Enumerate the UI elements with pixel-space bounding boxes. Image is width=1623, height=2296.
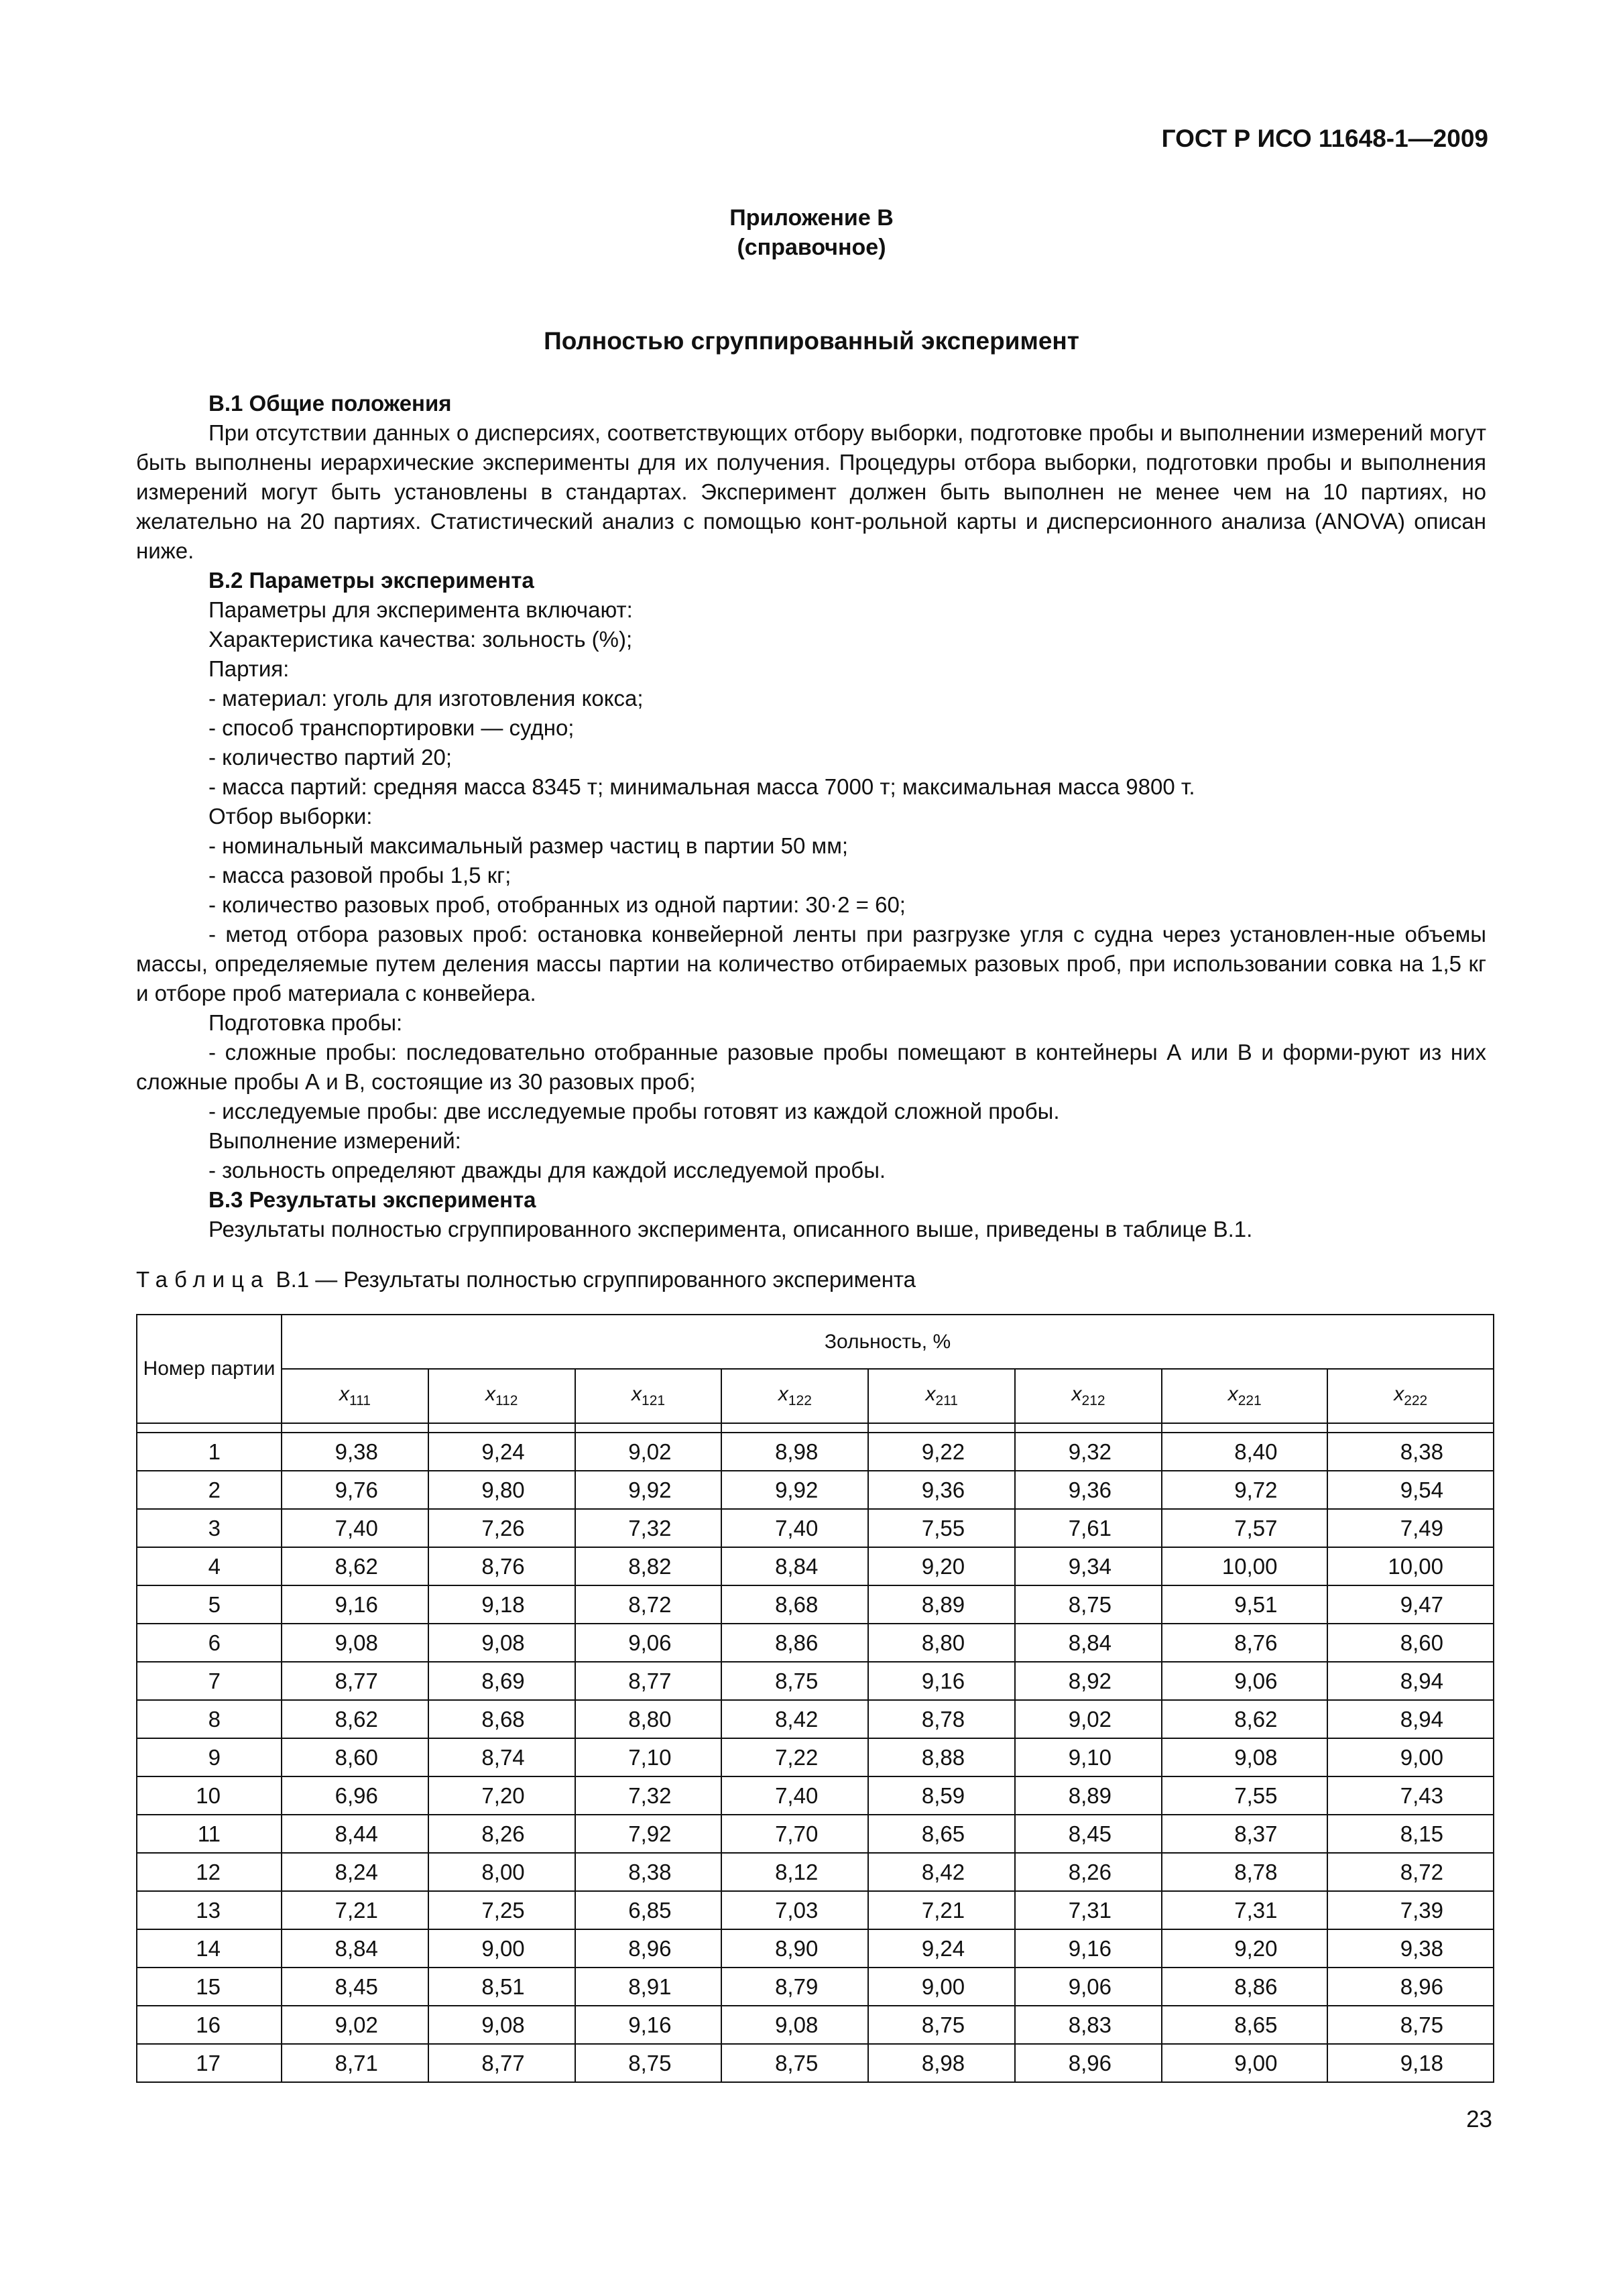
- table-row: [137, 1433, 1494, 1471]
- separator-cell: [1015, 1423, 1162, 1433]
- column-header-x112: [428, 1369, 575, 1423]
- party-number-cell: 2: [137, 1471, 282, 1509]
- section-heading: В.3 Результаты эксперимента: [208, 1187, 536, 1212]
- party-number-cell: 1: [137, 1433, 282, 1471]
- paragraph: - масса разовой пробы 1,5 кг;: [208, 863, 512, 888]
- ash-value-cell: 9,06: [1162, 1662, 1327, 1700]
- separator-cell: [721, 1423, 868, 1433]
- variable-subscript: 121: [642, 1393, 666, 1408]
- ash-value-cell: 8,86: [1162, 1968, 1327, 2006]
- section-heading: В.2 Параметры эксперимента: [208, 568, 534, 593]
- ash-value-cell: 8,76: [1162, 1624, 1327, 1662]
- paragraph: - количество партий 20;: [208, 745, 452, 770]
- paragraph: - сложные пробы: последовательно отобранные разовые пробы помещают в контейнеры А или В и форми-руют из них сложные пробы А и В, состоящие из 30 разовых проб;: [136, 1040, 1486, 1094]
- annex-label: Приложение В: [729, 205, 894, 231]
- ash-value-cell: 8,84: [282, 1929, 428, 1968]
- party-number-cell: 3: [137, 1509, 282, 1547]
- variable-subscript: 212: [1081, 1393, 1105, 1408]
- table-row: [137, 1929, 1494, 1968]
- ash-value-cell: 6,85: [575, 1891, 722, 1929]
- ash-value-cell: 8,96: [1015, 2044, 1162, 2082]
- ash-value-cell: 8,24: [282, 1853, 428, 1891]
- body-text: [136, 389, 1486, 1244]
- paragraph: - количество разовых проб, отобранных из одной партии: 30·2 = 60;: [208, 892, 906, 917]
- party-number-cell: 11: [137, 1815, 282, 1853]
- ash-value-cell: 8,60: [1327, 1624, 1494, 1662]
- ash-value-cell: 9,08: [1162, 1738, 1327, 1776]
- ash-value-cell: 8,68: [428, 1700, 575, 1738]
- ash-value-cell: 9,72: [1162, 1471, 1327, 1509]
- ash-value-cell: 8,82: [575, 1547, 722, 1585]
- paragraph: - материал: уголь для изготовления кокса;: [208, 686, 644, 711]
- ash-value-cell: 8,90: [721, 1929, 868, 1968]
- variable-symbol: x: [925, 1383, 936, 1405]
- ash-value-cell: 7,10: [575, 1738, 722, 1776]
- table-row: [137, 1738, 1494, 1776]
- column-header-x221: [1162, 1369, 1327, 1423]
- ash-value-cell: 7,92: [575, 1815, 722, 1853]
- ash-value-cell: 8,26: [1015, 1853, 1162, 1891]
- paragraph: При отсутствии данных о дисперсиях, соответствующих отбору выборки, подготовке пробы и выполнении измерений могут быть выполнены иерархические эксперименты для их получения. Процедуры отбора выборки, подготовки пробы и выполнения измерений могут быть установлены в стандартах. Эксперимент должен быть выполнен не менее чем на 10 партиях, но желательно на 20 партиях. Статистический анализ с помощью конт-рольной карты и дисперсионного анализа (ANOVA) описан ниже.: [136, 420, 1486, 563]
- ash-value-cell: 8,65: [868, 1815, 1015, 1853]
- ash-value-cell: 7,55: [1162, 1776, 1327, 1815]
- ash-value-cell: 7,39: [1327, 1891, 1494, 1929]
- ash-value-cell: 7,40: [282, 1509, 428, 1547]
- ash-value-cell: 7,32: [575, 1509, 722, 1547]
- table-row: [137, 1509, 1494, 1547]
- ash-value-cell: 8,62: [282, 1700, 428, 1738]
- ash-value-cell: 9,10: [1015, 1738, 1162, 1776]
- ash-value-cell: 7,21: [282, 1891, 428, 1929]
- ash-value-cell: 9,00: [1327, 1738, 1494, 1776]
- ash-value-cell: 8,42: [721, 1700, 868, 1738]
- paragraph: Выполнение измерений:: [208, 1128, 461, 1153]
- ash-value-cell: 9,22: [868, 1433, 1015, 1471]
- ash-value-cell: 9,80: [428, 1471, 575, 1509]
- ash-value-cell: 8,59: [868, 1776, 1015, 1815]
- ash-value-cell: 8,40: [1162, 1433, 1327, 1471]
- table-caption-title: В.1 — Результаты полностью сгруппированного эксперимента: [269, 1267, 916, 1292]
- ash-value-cell: 8,12: [721, 1853, 868, 1891]
- ash-value-cell: 7,22: [721, 1738, 868, 1776]
- ash-value-cell: 8,94: [1327, 1700, 1494, 1738]
- separator-cell: [868, 1423, 1015, 1433]
- ash-value-cell: 8,72: [1327, 1853, 1494, 1891]
- ash-value-cell: 8,68: [721, 1585, 868, 1624]
- ash-value-cell: 7,32: [575, 1776, 722, 1815]
- ash-value-cell: 8,75: [1015, 1585, 1162, 1624]
- paragraph: - масса партий: средняя масса 8345 т; минимальная масса 7000 т; максимальная масса 9800 т.: [208, 774, 1195, 799]
- table-row: [137, 1853, 1494, 1891]
- ash-value-cell: 8,94: [1327, 1662, 1494, 1700]
- table-row: [137, 1624, 1494, 1662]
- ash-value-cell: 8,98: [721, 1433, 868, 1471]
- ash-value-cell: 8,37: [1162, 1815, 1327, 1853]
- separator-cell: [428, 1423, 575, 1433]
- party-number-cell: 10: [137, 1776, 282, 1815]
- variable-subscript: 221: [1238, 1393, 1262, 1408]
- ash-value-cell: 8,38: [575, 1853, 722, 1891]
- variable-symbol: x: [778, 1383, 788, 1405]
- table-row: [137, 1471, 1494, 1509]
- table-row: [137, 1776, 1494, 1815]
- ash-value-cell: 7,40: [721, 1509, 868, 1547]
- ash-value-cell: 8,75: [575, 2044, 722, 2082]
- separator-cell: [137, 1423, 282, 1433]
- ash-value-cell: 8,65: [1162, 2006, 1327, 2044]
- ash-value-cell: 9,00: [1162, 2044, 1327, 2082]
- ash-value-cell: 9,08: [428, 1624, 575, 1662]
- variable-symbol: x: [339, 1383, 349, 1405]
- header-separator: [137, 1423, 1494, 1433]
- paragraph: - исследуемые пробы: две исследуемые пробы готовят из каждой сложной пробы.: [208, 1099, 1060, 1124]
- ash-value-cell: 8,77: [575, 1662, 722, 1700]
- ash-value-cell: 8,75: [721, 1662, 868, 1700]
- ash-value-cell: 8,75: [868, 2006, 1015, 2044]
- ash-value-cell: 8,75: [1327, 2006, 1494, 2044]
- ash-value-cell: 7,61: [1015, 1509, 1162, 1547]
- variable-subscript: 211: [935, 1393, 958, 1408]
- ash-value-cell: 9,20: [1162, 1929, 1327, 1968]
- separator-cell: [575, 1423, 722, 1433]
- ash-value-cell: 8,62: [1162, 1700, 1327, 1738]
- ash-value-cell: 8,86: [721, 1624, 868, 1662]
- ash-value-cell: 7,20: [428, 1776, 575, 1815]
- ash-value-cell: 8,51: [428, 1968, 575, 2006]
- document-code: ГОСТ Р ИСО 11648-1—2009: [1161, 125, 1488, 152]
- ash-value-cell: 9,92: [575, 1471, 722, 1509]
- party-number-cell: 9: [137, 1738, 282, 1776]
- variable-symbol: x: [485, 1383, 495, 1405]
- ash-value-cell: 8,62: [282, 1547, 428, 1585]
- ash-value-cell: 8,71: [282, 2044, 428, 2082]
- party-number-cell: 15: [137, 1968, 282, 2006]
- ash-value-cell: 7,49: [1327, 1509, 1494, 1547]
- paragraph: - номинальный максимальный размер частиц в партии 50 мм;: [208, 833, 849, 858]
- ash-value-cell: 10,00: [1327, 1547, 1494, 1585]
- ash-value-cell: 7,21: [868, 1891, 1015, 1929]
- ash-value-cell: 8,78: [868, 1700, 1015, 1738]
- ash-value-cell: 7,25: [428, 1891, 575, 1929]
- ash-value-cell: 9,06: [1015, 1968, 1162, 2006]
- column-header-ash: Зольность, %: [282, 1315, 1494, 1369]
- variable-symbol: x: [632, 1383, 642, 1405]
- ash-value-cell: 9,54: [1327, 1471, 1494, 1509]
- variable-subscript: 111: [349, 1393, 371, 1408]
- ash-value-cell: 9,08: [428, 2006, 575, 2044]
- column-header-x122: [721, 1369, 868, 1423]
- party-number-cell: 12: [137, 1853, 282, 1891]
- ash-value-cell: 9,06: [575, 1624, 722, 1662]
- ash-value-cell: 9,08: [721, 2006, 868, 2044]
- ash-value-cell: 9,16: [868, 1662, 1015, 1700]
- ash-value-cell: 9,02: [282, 2006, 428, 2044]
- separator-cell: [1162, 1423, 1327, 1433]
- separator-cell: [1327, 1423, 1494, 1433]
- table-row: [137, 1585, 1494, 1624]
- ash-value-cell: 9,20: [868, 1547, 1015, 1585]
- table-row: [137, 1547, 1494, 1585]
- column-header-x211: [868, 1369, 1015, 1423]
- annex-title: Полностью сгруппированный эксперимент: [544, 327, 1079, 355]
- ash-value-cell: 8,42: [868, 1853, 1015, 1891]
- separator-cell: [282, 1423, 428, 1433]
- page-number: 23: [1466, 2106, 1492, 2132]
- ash-value-cell: 8,84: [1015, 1624, 1162, 1662]
- paragraph: Отбор выборки:: [208, 804, 373, 829]
- ash-value-cell: 7,03: [721, 1891, 868, 1929]
- column-header-x121: [575, 1369, 722, 1423]
- ash-value-cell: 8,45: [282, 1968, 428, 2006]
- ash-value-cell: 6,96: [282, 1776, 428, 1815]
- ash-value-cell: 8,88: [868, 1738, 1015, 1776]
- ash-value-cell: 8,84: [721, 1547, 868, 1585]
- ash-value-cell: 8,60: [282, 1738, 428, 1776]
- variable-subscript: 122: [788, 1393, 812, 1408]
- ash-value-cell: 8,92: [1015, 1662, 1162, 1700]
- ash-value-cell: 8,80: [868, 1624, 1015, 1662]
- variable-symbol: x: [1071, 1383, 1082, 1405]
- ash-value-cell: 8,89: [868, 1585, 1015, 1624]
- ash-value-cell: 9,08: [282, 1624, 428, 1662]
- ash-value-cell: 7,43: [1327, 1776, 1494, 1815]
- ash-value-cell: 8,44: [282, 1815, 428, 1853]
- table-row: [137, 2044, 1494, 2082]
- table-row: [137, 1968, 1494, 2006]
- table-row: [137, 1815, 1494, 1853]
- table-caption-prefix: Таблица: [136, 1267, 270, 1292]
- ash-value-cell: 8,74: [428, 1738, 575, 1776]
- ash-value-cell: 8,96: [1327, 1968, 1494, 2006]
- paragraph: - способ транспортировки — судно;: [208, 715, 575, 740]
- ash-value-cell: 8,77: [428, 2044, 575, 2082]
- party-number-cell: 6: [137, 1624, 282, 1662]
- annex-status: (справочное): [737, 235, 886, 260]
- ash-value-cell: 8,91: [575, 1968, 722, 2006]
- ash-value-cell: 9,16: [575, 2006, 722, 2044]
- ash-value-cell: 9,02: [1015, 1700, 1162, 1738]
- party-number-cell: 5: [137, 1585, 282, 1624]
- ash-value-cell: 8,96: [575, 1929, 722, 1968]
- ash-value-cell: 9,18: [428, 1585, 575, 1624]
- table-row: [137, 2006, 1494, 2044]
- variable-symbol: x: [1394, 1383, 1404, 1405]
- results-table: [136, 1314, 1494, 2083]
- paragraph: Результаты полностью сгруппированного эксперимента, описанного выше, приведены в таблице В.1.: [208, 1217, 1253, 1242]
- ash-value-cell: 8,69: [428, 1662, 575, 1700]
- ash-value-cell: 10,00: [1162, 1547, 1327, 1585]
- ash-value-cell: 9,36: [1015, 1471, 1162, 1509]
- column-header-x111: [282, 1369, 428, 1423]
- ash-value-cell: 8,98: [868, 2044, 1015, 2082]
- variable-symbol: x: [1227, 1383, 1238, 1405]
- ash-value-cell: 9,76: [282, 1471, 428, 1509]
- ash-value-cell: 9,00: [428, 1929, 575, 1968]
- paragraph: Партия:: [208, 656, 290, 681]
- party-number-cell: 7: [137, 1662, 282, 1700]
- ash-value-cell: 7,40: [721, 1776, 868, 1815]
- party-number-cell: 17: [137, 2044, 282, 2082]
- ash-value-cell: 9,38: [1327, 1929, 1494, 1968]
- table-caption: [136, 1267, 916, 1292]
- ash-value-cell: 9,16: [1015, 1929, 1162, 1968]
- ash-value-cell: 7,31: [1015, 1891, 1162, 1929]
- paragraph: - зольность определяют дважды для каждой исследуемой пробы.: [208, 1158, 886, 1183]
- ash-value-cell: 7,55: [868, 1509, 1015, 1547]
- variable-subscript: 112: [495, 1393, 518, 1408]
- party-number-cell: 8: [137, 1700, 282, 1738]
- ash-value-cell: 8,75: [721, 2044, 868, 2082]
- ash-value-cell: 7,26: [428, 1509, 575, 1547]
- ash-value-cell: 9,18: [1327, 2044, 1494, 2082]
- ash-value-cell: 9,00: [868, 1968, 1015, 2006]
- table-row: [137, 1891, 1494, 1929]
- section-heading: В.1 Общие положения: [208, 391, 452, 416]
- party-number-cell: 4: [137, 1547, 282, 1585]
- ash-value-cell: 8,78: [1162, 1853, 1327, 1891]
- ash-value-cell: 8,76: [428, 1547, 575, 1585]
- ash-value-cell: 8,89: [1015, 1776, 1162, 1815]
- ash-value-cell: 7,31: [1162, 1891, 1327, 1929]
- column-header-x212: [1015, 1369, 1162, 1423]
- ash-value-cell: 9,24: [428, 1433, 575, 1471]
- column-header-party: Номер партии: [137, 1315, 282, 1423]
- ash-value-cell: 8,26: [428, 1815, 575, 1853]
- party-number-cell: 13: [137, 1891, 282, 1929]
- ash-value-cell: 8,15: [1327, 1815, 1494, 1853]
- ash-value-cell: 8,72: [575, 1585, 722, 1624]
- ash-value-cell: 8,79: [721, 1968, 868, 2006]
- ash-value-cell: 8,00: [428, 1853, 575, 1891]
- ash-value-cell: 7,70: [721, 1815, 868, 1853]
- ash-value-cell: 9,47: [1327, 1585, 1494, 1624]
- variable-subscript: 222: [1404, 1393, 1428, 1408]
- ash-value-cell: 9,34: [1015, 1547, 1162, 1585]
- ash-value-cell: 9,16: [282, 1585, 428, 1624]
- ash-value-cell: 9,02: [575, 1433, 722, 1471]
- ash-value-cell: 8,80: [575, 1700, 722, 1738]
- ash-value-cell: 8,45: [1015, 1815, 1162, 1853]
- ash-value-cell: 9,51: [1162, 1585, 1327, 1624]
- ash-value-cell: 9,36: [868, 1471, 1015, 1509]
- table-row: [137, 1700, 1494, 1738]
- paragraph: Подготовка пробы:: [208, 1010, 403, 1035]
- ash-value-cell: 8,83: [1015, 2006, 1162, 2044]
- paragraph: - метод отбора разовых проб: остановка конвейерной ленты при разгрузке угля с судна через установлен-ные объемы массы, определяемые путем деления массы партии на количество отбираемых разовых проб, при использовании совка на 1,5 кг и отборе проб материала с конвейера.: [136, 922, 1486, 1006]
- paragraph: Параметры для эксперимента включают:: [208, 597, 633, 622]
- party-number-cell: 14: [137, 1929, 282, 1968]
- ash-value-cell: 8,38: [1327, 1433, 1494, 1471]
- ash-value-cell: 7,57: [1162, 1509, 1327, 1547]
- column-header-x222: [1327, 1369, 1494, 1423]
- party-number-cell: 16: [137, 2006, 282, 2044]
- ash-value-cell: 9,38: [282, 1433, 428, 1471]
- table-row: [137, 1662, 1494, 1700]
- ash-value-cell: 9,32: [1015, 1433, 1162, 1471]
- ash-value-cell: 9,92: [721, 1471, 868, 1509]
- ash-value-cell: 9,24: [868, 1929, 1015, 1968]
- ash-value-cell: 8,77: [282, 1662, 428, 1700]
- paragraph: Характеристика качества: зольность (%);: [208, 627, 633, 652]
